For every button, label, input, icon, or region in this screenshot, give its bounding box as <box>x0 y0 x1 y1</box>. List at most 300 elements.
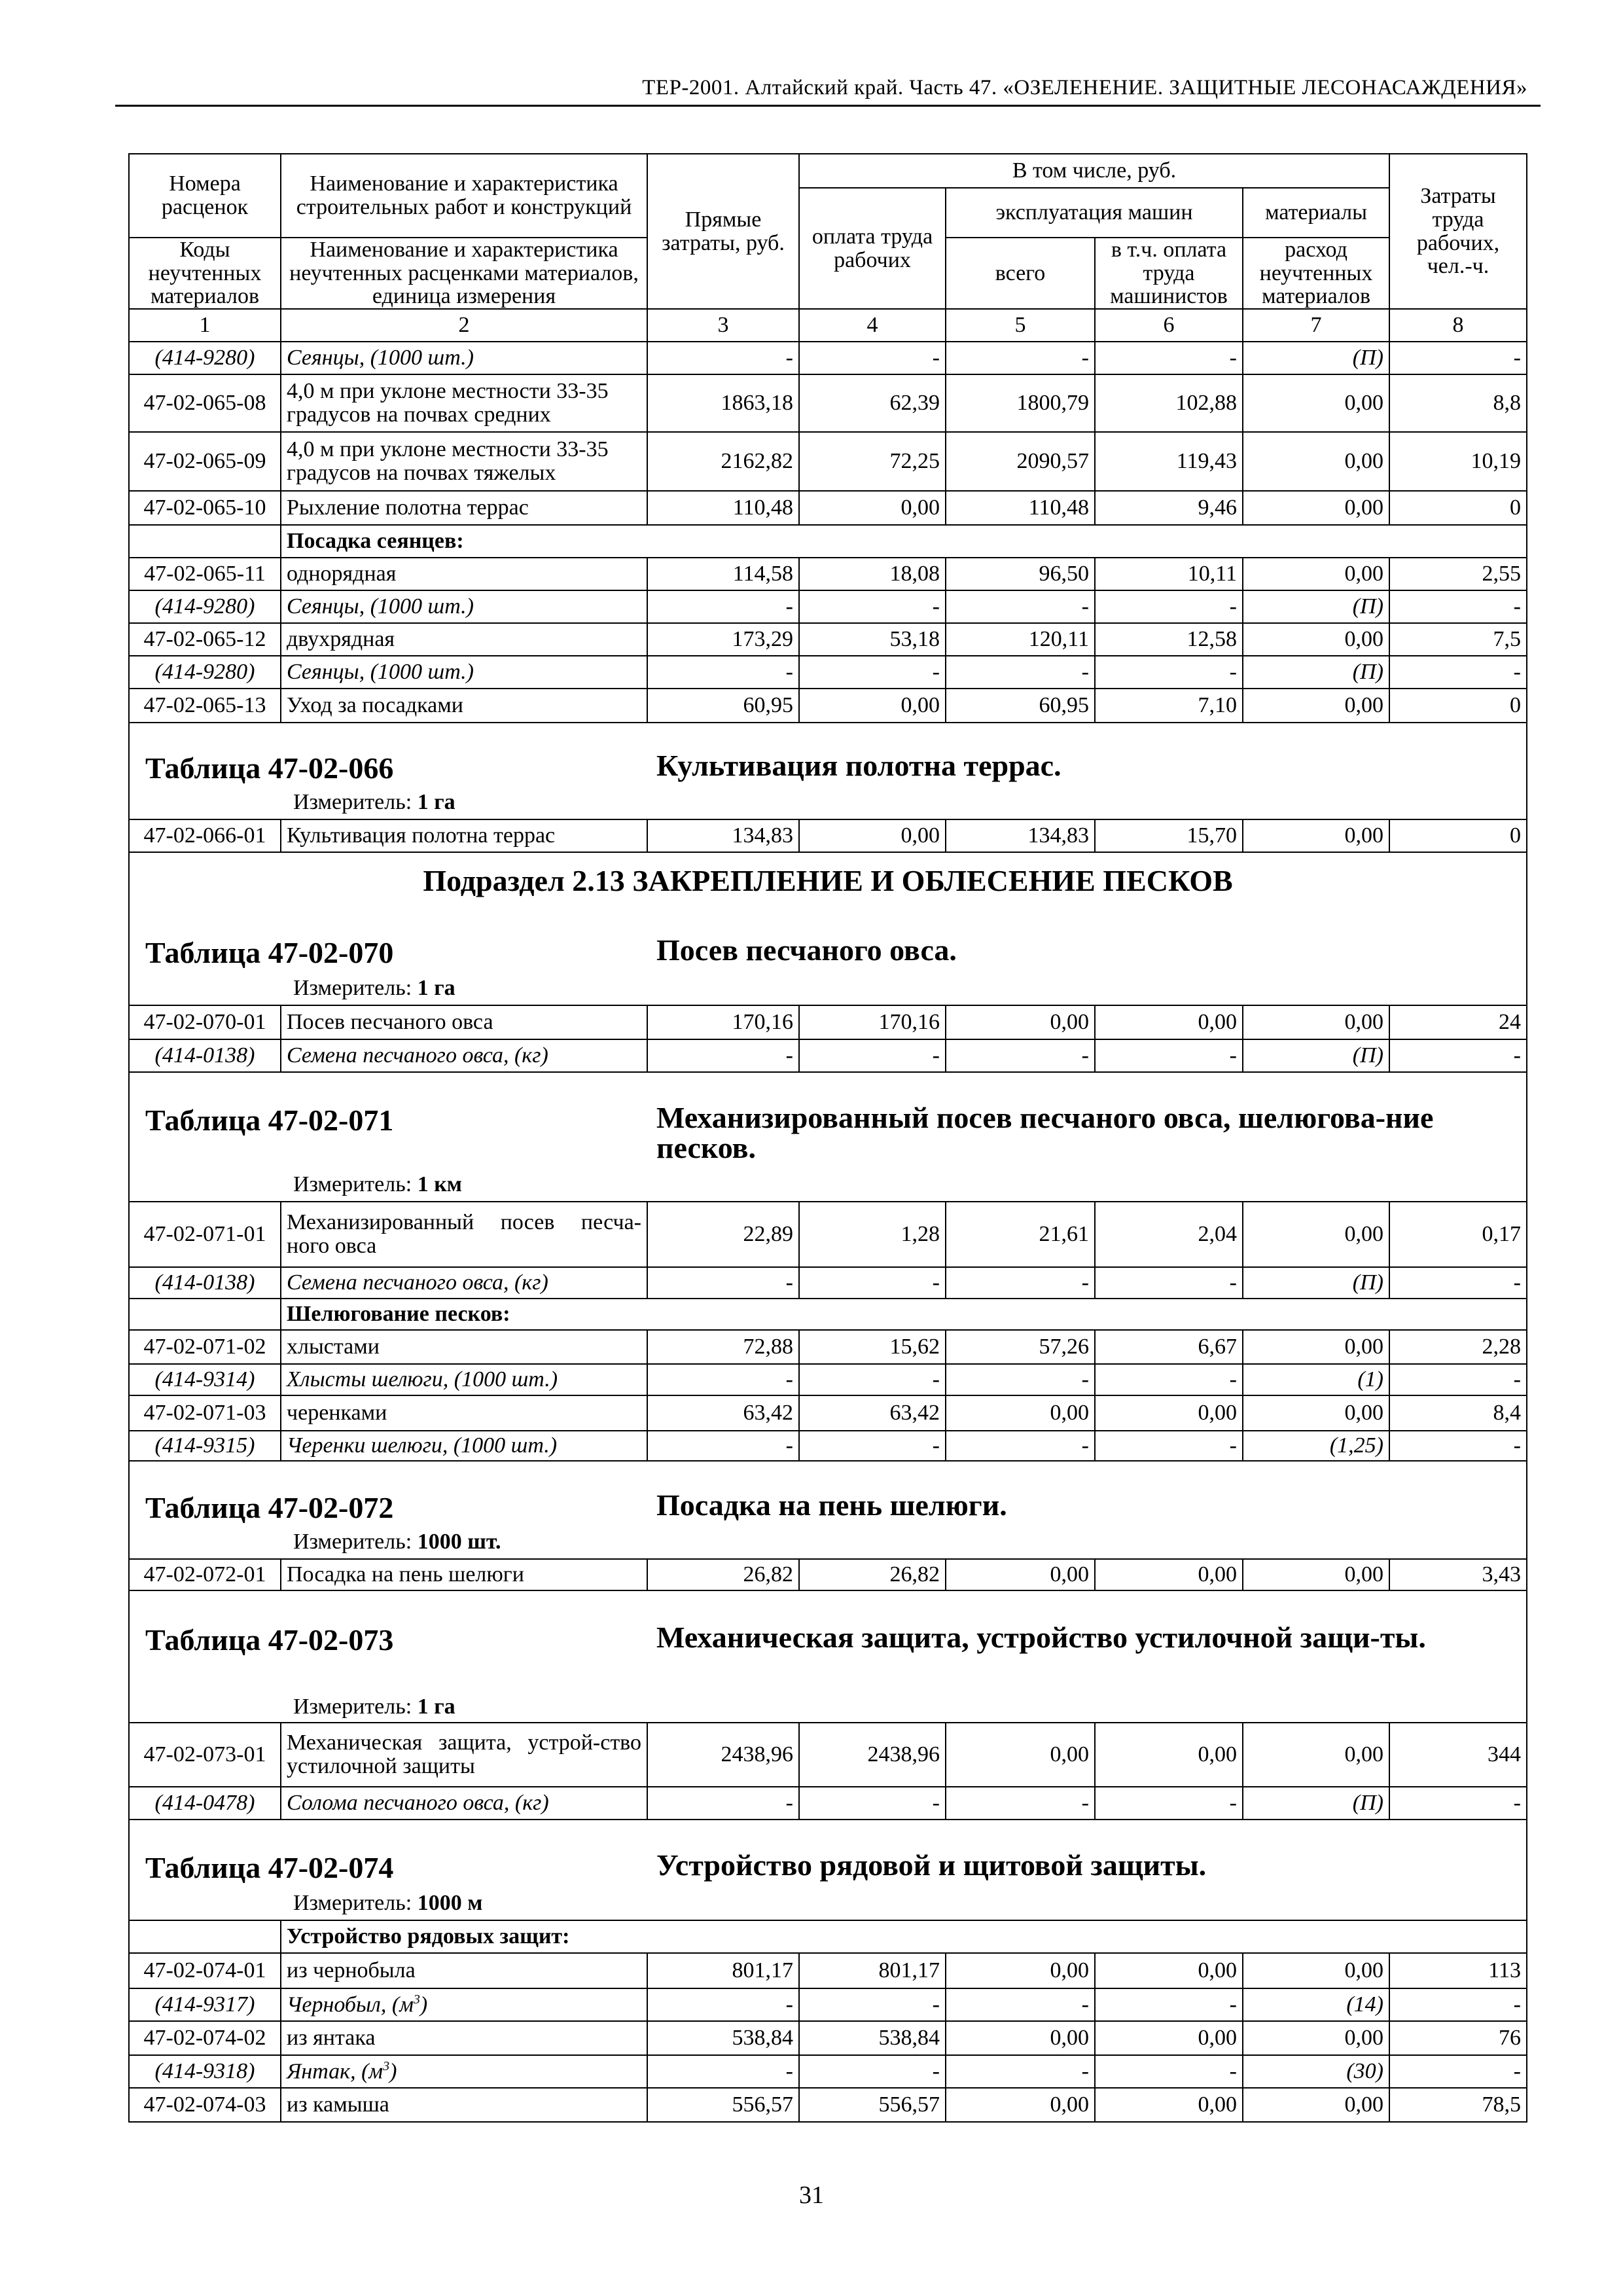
cell-labor: 0,17 <box>1389 1202 1527 1267</box>
cell-mach-wages: 15,70 <box>1095 819 1243 852</box>
rate-row <box>129 2088 1527 2122</box>
cell-materials: 0,00 <box>1243 2088 1389 2122</box>
rate-name: Механизированный посев песча-ного овса <box>281 1202 647 1267</box>
cell-labor: 0 <box>1389 689 1527 723</box>
col-number: 4 <box>799 309 946 342</box>
unit-label: Измеритель: <box>293 1891 412 1916</box>
rate-name: черенками <box>281 1395 647 1431</box>
rate-row <box>129 819 1527 852</box>
material-name: Солома песчаного овса, (кг) <box>281 1787 647 1820</box>
cell-materials: (П) <box>1243 1787 1389 1820</box>
material-row <box>129 1431 1527 1461</box>
cell-wages: - <box>799 2055 946 2088</box>
cell-mach-wages: - <box>1095 1364 1243 1395</box>
material-name-text: Чернобыл, (м <box>287 1992 414 2017</box>
cell-labor: 3,43 <box>1389 1559 1527 1590</box>
cell-materials: 0,00 <box>1243 374 1389 432</box>
cell-direct: 114,58 <box>647 558 799 590</box>
table-heading-row <box>129 723 1527 819</box>
cell-wages: 2438,96 <box>799 1723 946 1787</box>
cell-materials: (1,25) <box>1243 1431 1389 1461</box>
page-header-text: ТЕР-2001. Алтайский край. Часть 47. «ОЗЕЛЕНЕНИЕ. ЗАЩИТНЫЕ ЛЕСОНАСАЖДЕНИЯ» <box>642 76 1527 99</box>
col-number: 6 <box>1095 309 1243 342</box>
cell-materials: 0,00 <box>1243 1005 1389 1039</box>
material-row <box>129 656 1527 689</box>
cell-mach-wages: 9,46 <box>1095 491 1243 525</box>
cell-labor: - <box>1389 1364 1527 1395</box>
superscript: 3 <box>413 1992 420 2007</box>
cell-mach-wages: 10,11 <box>1095 558 1243 590</box>
table-name: Механизированный посев песчаного овса, шелюгова-ние песков. <box>656 1101 1434 1165</box>
col-number: 3 <box>647 309 799 342</box>
rate-row <box>129 1330 1527 1364</box>
material-name: Семена песчаного овса, (кг) <box>281 1039 647 1072</box>
material-row <box>129 1364 1527 1395</box>
material-row <box>129 1988 1527 2021</box>
superscript: 3 <box>383 2058 390 2073</box>
cell-direct: 173,29 <box>647 623 799 656</box>
unit-value: 1 га <box>417 976 455 1001</box>
cell-mach-wages: 0,00 <box>1095 2088 1243 2122</box>
rate-row <box>129 374 1527 432</box>
table-heading-row <box>129 1820 1527 1920</box>
material-name: Сеянцы, (1000 шт.) <box>281 656 647 689</box>
cell-direct: - <box>647 1431 799 1461</box>
cell-mach-wages: 2,04 <box>1095 1202 1243 1267</box>
rate-row <box>129 432 1527 491</box>
cell-materials: 0,00 <box>1243 2021 1389 2055</box>
unit-value: 1000 м <box>417 1891 483 1916</box>
material-row <box>129 342 1527 374</box>
cell-direct: 22,89 <box>647 1202 799 1267</box>
table-title: Таблица 47-02-066 <box>145 751 394 785</box>
table-title: Таблица 47-02-071 <box>145 1103 394 1138</box>
col-total: всего <box>946 238 1095 309</box>
cell-machines: 110,48 <box>946 491 1095 525</box>
rate-row <box>129 491 1527 525</box>
cell-materials: 0,00 <box>1243 1723 1389 1787</box>
cell-mach-wages: - <box>1095 1431 1243 1461</box>
material-name: Хлысты шелюги, (1000 шт.) <box>281 1364 647 1395</box>
cell-materials: 0,00 <box>1243 1395 1389 1431</box>
cell-materials: 0,00 <box>1243 623 1389 656</box>
table-name: Устройство рядовой и щитовой защиты. <box>656 1848 1207 1882</box>
col-number: 7 <box>1243 309 1389 342</box>
rate-name: Посадка на пень шелюги <box>281 1559 647 1590</box>
cell-mach-wages: 0,00 <box>1095 1559 1243 1590</box>
rate-code: 47-02-071-02 <box>129 1330 281 1364</box>
rate-name: из камыша <box>281 2088 647 2122</box>
cell-labor: - <box>1389 1988 1527 2021</box>
cell-direct: 63,42 <box>647 1395 799 1431</box>
subheading: Посадка сеянцев: <box>281 525 1527 558</box>
table-name: Культивация полотна террас. <box>656 749 1061 783</box>
col-consumption: расход неучтенных материалов <box>1243 238 1389 309</box>
rate-code: 47-02-071-03 <box>129 1395 281 1431</box>
cell-labor: - <box>1389 590 1527 623</box>
cell-direct: - <box>647 1039 799 1072</box>
col-wages: оплата труда рабочих <box>799 188 946 309</box>
unit-label: Измеритель: <box>293 790 412 815</box>
table-unit <box>293 1891 482 1916</box>
rate-name: Механическая защита, устрой-ство устилочной защиты <box>281 1723 647 1787</box>
cell-wages: - <box>799 1364 946 1395</box>
cell-mach-wages: 0,00 <box>1095 1395 1243 1431</box>
rate-row <box>129 1723 1527 1787</box>
table-heading <box>129 852 1527 1005</box>
subheading: Шелюгование песков: <box>281 1299 1527 1330</box>
cell-labor: 7,5 <box>1389 623 1527 656</box>
material-name: Черенки шелюги, (1000 шт.) <box>281 1431 647 1461</box>
cell-wages: 26,82 <box>799 1559 946 1590</box>
cell-materials: (1) <box>1243 1364 1389 1395</box>
cell-mach-wages: - <box>1095 342 1243 374</box>
subheading-row <box>129 1920 1527 1953</box>
cell-wages: 63,42 <box>799 1395 946 1431</box>
cell-wages: - <box>799 590 946 623</box>
cell-wages: 72,25 <box>799 432 946 491</box>
rate-name: Культивация полотна террас <box>281 819 647 852</box>
table-name: Механическая защита, устройство устилочной защи-ты. <box>656 1621 1426 1655</box>
cell-mach-wages: 0,00 <box>1095 2021 1243 2055</box>
cell-machines: 1800,79 <box>946 374 1095 432</box>
cell-materials: (П) <box>1243 1039 1389 1072</box>
cell-wages: 18,08 <box>799 558 946 590</box>
col-rate-no: Номера расценок <box>129 154 281 238</box>
cell-labor: 76 <box>1389 2021 1527 2055</box>
cell-machines: 134,83 <box>946 819 1095 852</box>
col-mach-wages: в т.ч. оплата труда машинистов <box>1095 238 1243 309</box>
material-name-end: ) <box>389 2059 397 2084</box>
cell-direct: 134,83 <box>647 819 799 852</box>
material-code: (414-9314) <box>129 1364 281 1395</box>
cell-materials: 0,00 <box>1243 432 1389 491</box>
material-row <box>129 1787 1527 1820</box>
cell-machines: 96,50 <box>946 558 1095 590</box>
cell-materials: (14) <box>1243 1988 1389 2021</box>
cell-labor: 8,8 <box>1389 374 1527 432</box>
cell-direct: - <box>647 342 799 374</box>
table-heading <box>129 1820 1527 1920</box>
cell-machines: - <box>946 656 1095 689</box>
cell-labor: 344 <box>1389 1723 1527 1787</box>
col-number: 2 <box>281 309 647 342</box>
material-row <box>129 1039 1527 1072</box>
table-name: Посадка на пень шелюги. <box>656 1488 1007 1522</box>
material-code: (414-9280) <box>129 590 281 623</box>
rate-code: 47-02-065-11 <box>129 558 281 590</box>
cell-labor: 113 <box>1389 1953 1527 1988</box>
cell-labor: - <box>1389 1039 1527 1072</box>
material-name-text: Янтак, (м <box>287 2059 383 2084</box>
cell-machines: 0,00 <box>946 1395 1095 1431</box>
cell-direct: 2162,82 <box>647 432 799 491</box>
col-materials: материалы <box>1243 188 1389 238</box>
cell-machines: - <box>946 1364 1095 1395</box>
material-name: Семена песчаного овса, (кг) <box>281 1267 647 1299</box>
rate-row <box>129 558 1527 590</box>
cell-mach-wages: 0,00 <box>1095 1953 1243 1988</box>
rate-code: 47-02-074-01 <box>129 1953 281 1988</box>
cell-machines: 2090,57 <box>946 432 1095 491</box>
cell-direct: 1863,18 <box>647 374 799 432</box>
cell-wages: 0,00 <box>799 491 946 525</box>
cell-direct: - <box>647 2055 799 2088</box>
cell-materials: 0,00 <box>1243 689 1389 723</box>
header-row-1 <box>129 154 1527 188</box>
cell-wages: 1,28 <box>799 1202 946 1267</box>
cell-mach-wages: 0,00 <box>1095 1723 1243 1787</box>
material-name-end: ) <box>419 1992 428 2017</box>
rate-code: 47-02-074-02 <box>129 2021 281 2055</box>
cell-direct: 60,95 <box>647 689 799 723</box>
table-heading-row <box>129 852 1527 1005</box>
rate-name: 4,0 м при уклоне местности 33-35 градусов на почвах средних <box>281 374 647 432</box>
material-code: (414-0478) <box>129 1787 281 1820</box>
cell-materials: (П) <box>1243 656 1389 689</box>
cell-wages: 0,00 <box>799 819 946 852</box>
column-numbers-row <box>129 309 1527 342</box>
rate-row <box>129 1953 1527 1988</box>
material-name <box>281 2055 647 2088</box>
material-row <box>129 2055 1527 2088</box>
unit-value: 1 га <box>417 1695 455 1719</box>
rate-row <box>129 1005 1527 1039</box>
rate-row <box>129 1202 1527 1267</box>
unit-value: 1000 шт. <box>417 1530 501 1554</box>
cell-mach-wages: 12,58 <box>1095 623 1243 656</box>
rate-code: 47-02-065-09 <box>129 432 281 491</box>
table-heading <box>129 1072 1527 1202</box>
rate-code: 47-02-065-12 <box>129 623 281 656</box>
unit-label: Измеритель: <box>293 1172 412 1197</box>
rate-name: Рыхление полотна террас <box>281 491 647 525</box>
cell-wages: - <box>799 1039 946 1072</box>
cell-materials: (П) <box>1243 590 1389 623</box>
table-unit <box>293 1695 455 1719</box>
col-mat-names: Наименование и характеристика неучтенных расценками материалов, единица измерения <box>281 238 647 309</box>
cell-labor: - <box>1389 1787 1527 1820</box>
rate-name: двухрядная <box>281 623 647 656</box>
page-number: 31 <box>799 2181 824 2209</box>
empty-cell <box>129 525 281 558</box>
table-unit <box>293 976 455 1001</box>
cell-materials: 0,00 <box>1243 1559 1389 1590</box>
rate-row <box>129 1395 1527 1431</box>
cell-labor: 10,19 <box>1389 432 1527 491</box>
col-number: 1 <box>129 309 281 342</box>
cell-wages: 0,00 <box>799 689 946 723</box>
cell-machines: 120,11 <box>946 623 1095 656</box>
cell-machines: - <box>946 342 1095 374</box>
unit-label: Измеритель: <box>293 1695 412 1719</box>
cell-labor: - <box>1389 1267 1527 1299</box>
rate-name: Уход за посадками <box>281 689 647 723</box>
rate-code: 47-02-066-01 <box>129 819 281 852</box>
table-heading-row <box>129 1590 1527 1723</box>
cell-direct: 110,48 <box>647 491 799 525</box>
material-code: (414-9318) <box>129 2055 281 2088</box>
cell-wages: - <box>799 342 946 374</box>
cell-wages: 53,18 <box>799 623 946 656</box>
cell-labor: 78,5 <box>1389 2088 1527 2122</box>
cell-mach-wages: 119,43 <box>1095 432 1243 491</box>
cell-mach-wages: - <box>1095 1787 1243 1820</box>
cell-wages: 15,62 <box>799 1330 946 1364</box>
table-heading-row <box>129 1461 1527 1559</box>
cell-materials: 0,00 <box>1243 819 1389 852</box>
cell-wages: 170,16 <box>799 1005 946 1039</box>
cell-machines: - <box>946 2055 1095 2088</box>
cell-labor: 8,4 <box>1389 1395 1527 1431</box>
material-name <box>281 1988 647 2021</box>
cell-machines: 60,95 <box>946 689 1095 723</box>
unit-value: 1 га <box>417 790 455 815</box>
cell-wages: - <box>799 1431 946 1461</box>
cell-mach-wages: - <box>1095 656 1243 689</box>
table-heading <box>129 1461 1527 1559</box>
rate-row <box>129 2021 1527 2055</box>
cell-mach-wages: 0,00 <box>1095 1005 1243 1039</box>
rate-row <box>129 623 1527 656</box>
table-title: Таблица 47-02-074 <box>145 1851 394 1885</box>
cell-machines: - <box>946 1267 1095 1299</box>
col-number: 8 <box>1389 309 1527 342</box>
material-row <box>129 590 1527 623</box>
cell-direct: 2438,96 <box>647 1723 799 1787</box>
cell-materials: (30) <box>1243 2055 1389 2088</box>
cell-machines: - <box>946 1787 1095 1820</box>
cell-materials: (П) <box>1243 1267 1389 1299</box>
cell-direct: - <box>647 1364 799 1395</box>
table-title: Таблица 47-02-073 <box>145 1623 394 1657</box>
rate-row <box>129 1559 1527 1590</box>
cell-materials: 0,00 <box>1243 1330 1389 1364</box>
rate-code: 47-02-065-10 <box>129 491 281 525</box>
col-number: 5 <box>946 309 1095 342</box>
cell-materials: 0,00 <box>1243 1202 1389 1267</box>
rate-code: 47-02-072-01 <box>129 1559 281 1590</box>
cell-wages: 801,17 <box>799 1953 946 1988</box>
rate-name: Посев песчаного овса <box>281 1005 647 1039</box>
cell-direct: - <box>647 590 799 623</box>
cell-wages: - <box>799 1988 946 2021</box>
cell-wages: - <box>799 1267 946 1299</box>
cell-mach-wages: - <box>1095 1039 1243 1072</box>
cell-machines: - <box>946 1988 1095 2021</box>
unit-label: Измеритель: <box>293 1530 412 1554</box>
rate-code: 47-02-074-03 <box>129 2088 281 2122</box>
material-code: (414-0138) <box>129 1039 281 1072</box>
cell-labor: - <box>1389 656 1527 689</box>
rate-row <box>129 689 1527 723</box>
cell-machines: 0,00 <box>946 1953 1095 1988</box>
cell-machines: 0,00 <box>946 1723 1095 1787</box>
rates-table <box>128 153 1527 2123</box>
material-name: Сеянцы, (1000 шт.) <box>281 342 647 374</box>
empty-cell <box>129 1920 281 1953</box>
cell-materials: 0,00 <box>1243 558 1389 590</box>
rate-name: 4,0 м при уклоне местности 33-35 градусов на почвах тяжелых <box>281 432 647 491</box>
cell-machines: - <box>946 1431 1095 1461</box>
cell-materials: 0,00 <box>1243 1953 1389 1988</box>
table-heading <box>129 723 1527 819</box>
cell-direct: - <box>647 1787 799 1820</box>
cell-labor: - <box>1389 342 1527 374</box>
rate-name: из чернобыла <box>281 1953 647 1988</box>
table-unit <box>293 1530 501 1554</box>
rate-code: 47-02-073-01 <box>129 1723 281 1787</box>
cell-machines: 21,61 <box>946 1202 1095 1267</box>
cell-labor: 2,55 <box>1389 558 1527 590</box>
cell-machines: - <box>946 1039 1095 1072</box>
cell-wages: 538,84 <box>799 2021 946 2055</box>
cell-direct: 801,17 <box>647 1953 799 1988</box>
cell-wages: 62,39 <box>799 374 946 432</box>
cell-direct: 170,16 <box>647 1005 799 1039</box>
cell-mach-wages: 7,10 <box>1095 689 1243 723</box>
table-heading <box>129 1590 1527 1723</box>
cell-mach-wages: - <box>1095 590 1243 623</box>
unit-value: 1 км <box>417 1172 462 1197</box>
cell-machines: 0,00 <box>946 2021 1095 2055</box>
cell-labor: 0 <box>1389 491 1527 525</box>
cell-machines: 57,26 <box>946 1330 1095 1364</box>
cell-labor: - <box>1389 2055 1527 2088</box>
cell-mach-wages: - <box>1095 1267 1243 1299</box>
col-codes: Коды неучтенных материалов <box>129 238 281 309</box>
cell-direct: 538,84 <box>647 2021 799 2055</box>
cell-wages: - <box>799 1787 946 1820</box>
col-labor: Затраты труда рабочих, чел.-ч. <box>1389 154 1527 309</box>
cell-direct: - <box>647 1988 799 2021</box>
cell-wages: - <box>799 656 946 689</box>
col-direct: Прямые затраты, руб. <box>647 154 799 309</box>
cell-mach-wages: - <box>1095 2055 1243 2088</box>
cell-machines: 0,00 <box>946 1559 1095 1590</box>
table-title: Таблица 47-02-070 <box>145 936 394 970</box>
table-title: Таблица 47-02-072 <box>145 1491 394 1525</box>
cell-materials: (П) <box>1243 342 1389 374</box>
cell-mach-wages: 6,67 <box>1095 1330 1243 1364</box>
material-code: (414-9317) <box>129 1988 281 2021</box>
rate-name: однорядная <box>281 558 647 590</box>
cell-machines: 0,00 <box>946 2088 1095 2122</box>
cell-wages: 556,57 <box>799 2088 946 2122</box>
material-row <box>129 1267 1527 1299</box>
subheading-row <box>129 1299 1527 1330</box>
rate-code: 47-02-070-01 <box>129 1005 281 1039</box>
cell-materials: 0,00 <box>1243 491 1389 525</box>
cell-machines: - <box>946 590 1095 623</box>
cell-mach-wages: - <box>1095 1988 1243 2021</box>
cell-machines: 0,00 <box>946 1005 1095 1039</box>
empty-cell <box>129 1299 281 1330</box>
cell-direct: - <box>647 1267 799 1299</box>
col-name: Наименование и характеристика строительных работ и конструкций <box>281 154 647 238</box>
cell-direct: 72,88 <box>647 1330 799 1364</box>
subheading-row <box>129 525 1527 558</box>
rate-name: хлыстами <box>281 1330 647 1364</box>
page-header <box>115 71 1541 107</box>
subheading: Устройство рядовых защит: <box>281 1920 1527 1953</box>
rate-name: из янтака <box>281 2021 647 2055</box>
col-incl: В том числе, руб. <box>799 154 1389 188</box>
rate-code: 47-02-071-01 <box>129 1202 281 1267</box>
cell-labor: 24 <box>1389 1005 1527 1039</box>
table-heading-row <box>129 1072 1527 1202</box>
cell-direct: 26,82 <box>647 1559 799 1590</box>
